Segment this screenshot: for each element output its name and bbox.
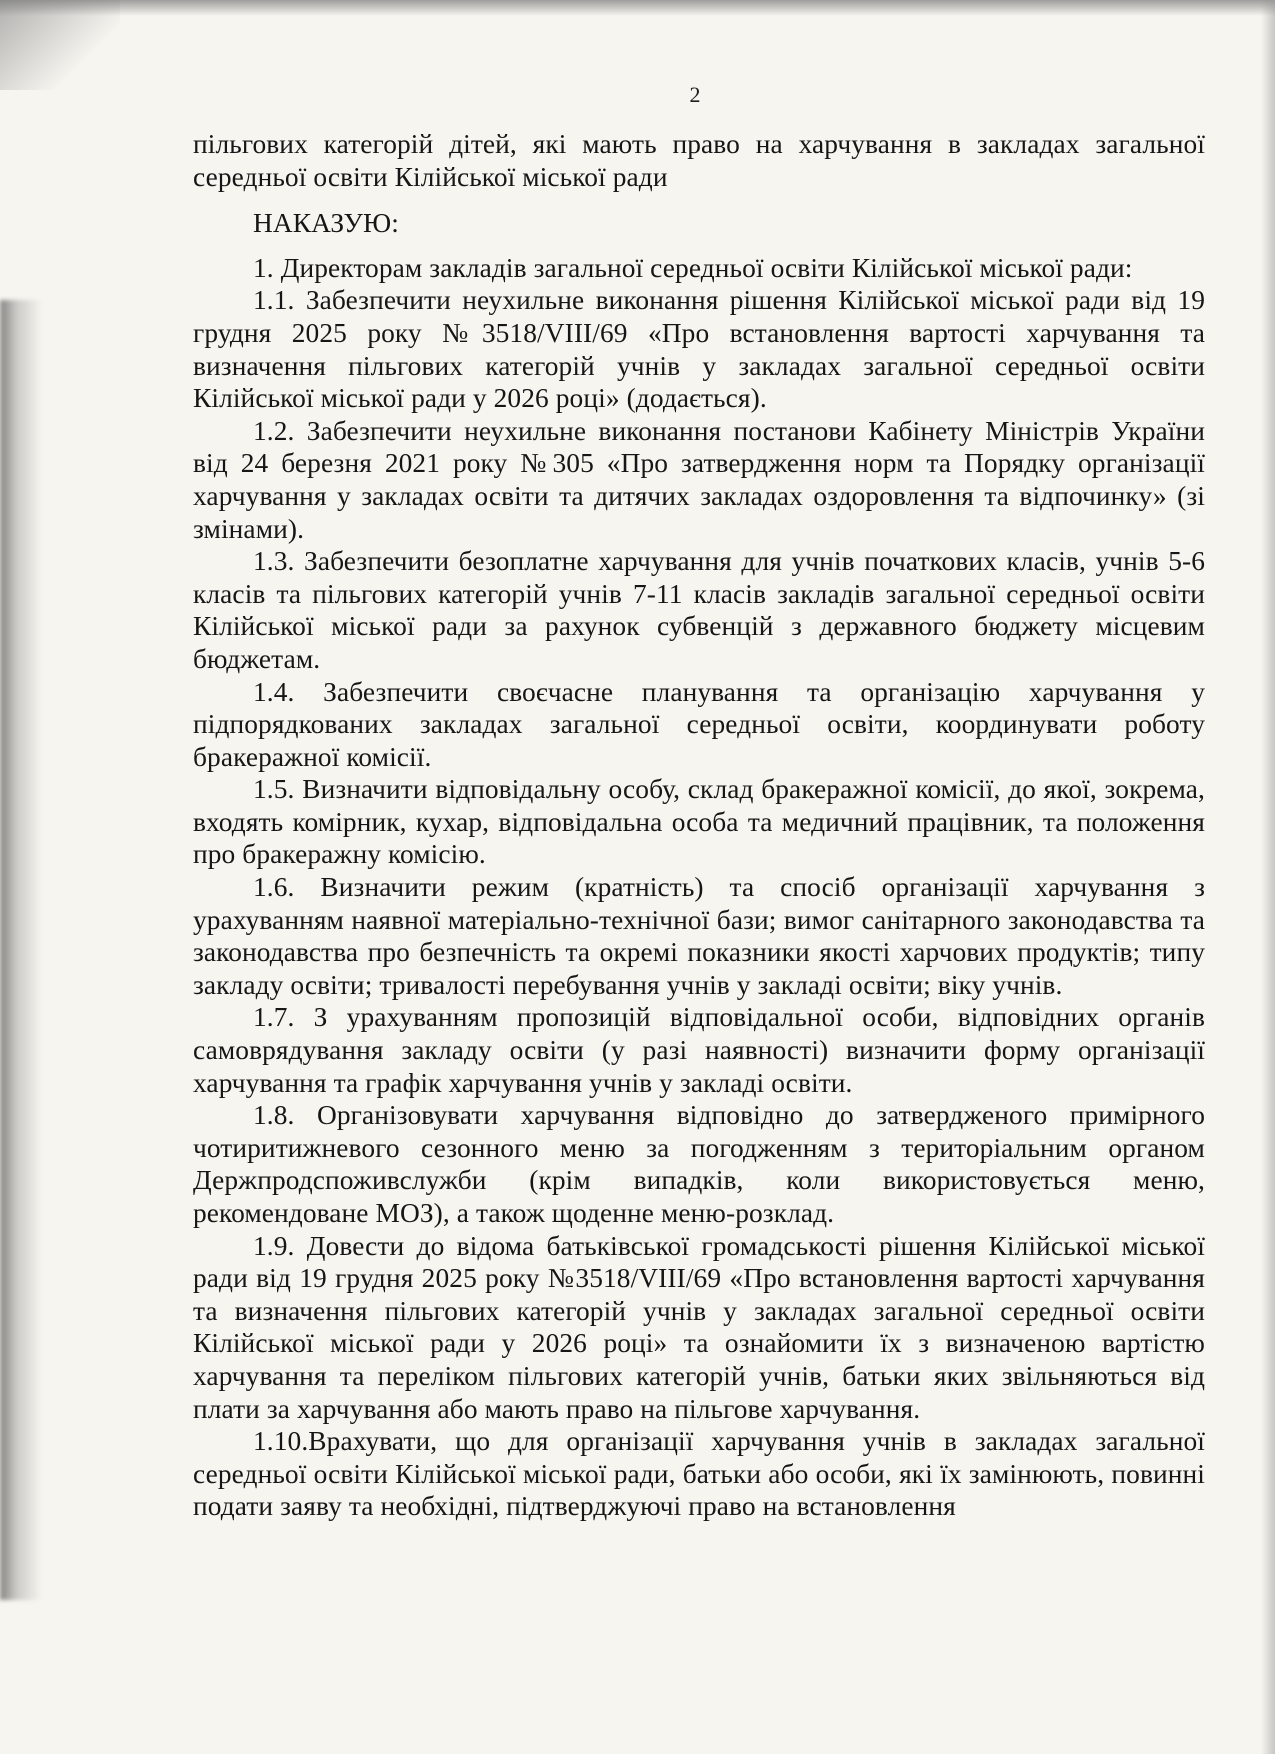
scan-shadow-left <box>0 300 42 1600</box>
item-1-7: 1.7. З урахуванням пропозицій відповідальної особи, відповідних органів самоврядування закладу освіти (у разі наявності) визначити форму організації харчування та графік харчування учнів у закладі освіти. <box>193 1002 1205 1098</box>
item-1-9: 1.9. Довести до відома батьківської громадськості рішення Кілійської міської ради від 19 грудня 2025 року №3518/VIII/69 «Про встановлення вартості харчування та визначення пільгових категорій учнів у закладах загальної середньої освіти Кілійської міської ради у 2026 році» та ознайомити їх з визначеною вартістю харчування та переліком пільгових категорій учнів, батьки яких звільняються від плати за харчування або мають право на пільгове харчування. <box>193 1230 1205 1424</box>
page-number: 2 <box>689 82 701 107</box>
item-1-5: 1.5. Визначити відповідальну особу, склад бракеражної комісії, до якої, зокрема, входять комірник, кухар, відповідальна особа та медичний працівник, та положення про бракеражну комісію. <box>193 774 1205 870</box>
scan-shadow-corner <box>0 0 120 90</box>
scan-shadow-right <box>1261 0 1275 1754</box>
item-1-8: 1.8. Організовувати харчування відповідно до затвердженого примірного чотиритижневого сезонного меню за погодженням з територіальним органом Держпродспоживслужби (крім випадків, коли використовується меню, рекомендоване МОЗ), а також щоденне меню-розклад. <box>193 1100 1205 1228</box>
intro-paragraph: пільгових категорій дітей, які мають право на харчування в закладах загальної середньої освіти Кілійської міської ради <box>193 129 1205 192</box>
item-1-1: 1.1. Забезпечити неухильне виконання рішення Кілійської міської ради від 19 грудня 2025 року №3518/VIII/69 «Про встановлення вартості харчування та визначення пільгових категорій учнів у закладах загальної середньої освіти Кілійської міської ради у 2026 році» (додається). <box>193 285 1205 414</box>
order-heading: НАКАЗУЮ: <box>253 208 399 239</box>
item-1-4: 1.4. Забезпечити своєчасне планування та організацію харчування у підпорядкованих закладах загальної середньої освіти, координувати роботу бракеражної комісії. <box>193 676 1205 772</box>
item-1-2: 1.2. Забезпечити неухильне виконання постанови Кабінету Міністрів України від 24 березня 2021 року №305 «Про затвердження норм та Порядку організації харчування у закладах освіти та дитячих закладах оздоровлення та відпочинку» (зі змінами). <box>193 415 1205 544</box>
item-1: 1. Директорам закладів загальної середньої освіти Кілійської міської ради: <box>253 252 1133 283</box>
item-1-10: 1.10.Врахувати, що для організації харчування учнів в закладах загальної середньої освіти Кілійської міської ради, батьки або особи, які їх замінюють, повинні подати заяву та необхідні, підтверджуючі право на встановлення <box>193 1426 1205 1522</box>
document-body <box>193 128 1205 1523</box>
item-1-6: 1.6. Визначити режим (кратність) та спосіб організації харчування з урахуванням наявної матеріально-технічної бази; вимог санітарного законодавства та законодавства про безпечність та окремі показники якості харчових продуктів; типу закладу освіти; тривалості перебування учнів у закладі освіти; віку учнів. <box>193 872 1205 1000</box>
item-1-3: 1.3. Забезпечити безоплатне харчування для учнів початкових класів, учнів 5-6 класів та пільгових категорій учнів 7-11 класів закладів загальної середньої освіти Кілійської міської ради за рахунок субвенцій з державного бюджету місцевим бюджетам. <box>193 546 1205 674</box>
scan-shadow-top <box>0 0 1275 16</box>
